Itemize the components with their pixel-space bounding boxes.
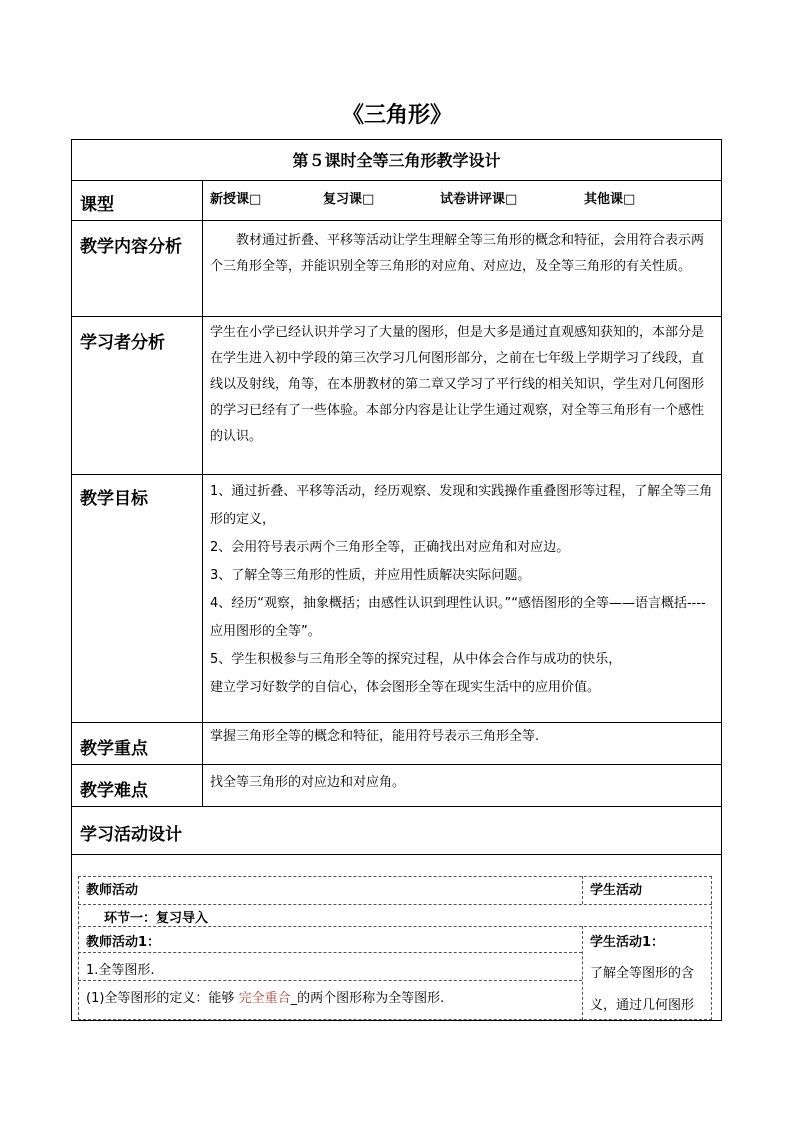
activity-row-divider bbox=[78, 952, 582, 953]
teacher-activity-header: 教师活动 bbox=[86, 883, 139, 898]
student-activity-1-heading: 学生活动1： bbox=[590, 935, 665, 950]
objectives-label: 教学目标 bbox=[80, 489, 148, 509]
row-divider bbox=[71, 764, 722, 765]
column-divider bbox=[202, 180, 203, 806]
activity-row-divider bbox=[78, 926, 712, 927]
objective-item: 3、了解全等三角形的性质，并应用性质解决实际问题。 bbox=[210, 568, 531, 583]
document-title: 《三角形》 bbox=[341, 102, 452, 128]
row-divider bbox=[71, 854, 722, 855]
activity-row-divider bbox=[78, 904, 712, 905]
activity-column-divider bbox=[582, 876, 583, 904]
activity-item-2-suffix: _的两个图形称为全等图形. bbox=[290, 991, 445, 1006]
course-type-label: 课型 bbox=[80, 195, 114, 215]
row-divider bbox=[71, 806, 722, 807]
activity-item-2-prefix: (1)全等图形的定义：能够 bbox=[86, 991, 235, 1006]
content-analysis-text: 教材通过折叠、平移等活动让学生理解全等三角形的概念和特征，会用符合表示两个三角形全等，并能识别全等三角形的对应角、对应边，及全等三角形的有关性质。 bbox=[210, 233, 705, 274]
option-review-lesson: 复习课□ bbox=[323, 192, 375, 207]
objective-item: 4、经历“观察，抽象概括；由感性认识到理性认识。”“感悟图形的全等——语言概括----应用图形的全等”。 bbox=[210, 596, 706, 639]
activity-design-label: 学习活动设计 bbox=[80, 825, 182, 845]
row-divider bbox=[71, 474, 722, 475]
activity-item-2-answer: 完全重合 bbox=[238, 991, 291, 1006]
row-divider bbox=[71, 316, 722, 317]
difficulties-text: 找全等三角形的对应边和对应角。 bbox=[210, 775, 406, 790]
lesson-subtitle: 第５课时全等三角形教学设计 bbox=[292, 151, 501, 170]
difficulties-label: 教学难点 bbox=[80, 781, 148, 801]
teacher-activity-1-heading: 教师活动1： bbox=[86, 935, 161, 950]
activity-item-2 bbox=[86, 987, 444, 1006]
learner-analysis-text: 学生在小学已经认识并学习了大量的图形，但是大多是通过直观感知获知的，本部分是在学生进入初中学段的第三次学习几何图形部分，之前在七年级上学期学习了线段，直线以及射线，角等，在本册教材的第二章又学习了平行线的相关知识，学生对几何图形的学习已经有了一些体验。本部分内容是让让学生通过观察，对全等三角形有一个感性的认识。 bbox=[210, 325, 705, 444]
content-analysis-label: 教学内容分析 bbox=[80, 237, 182, 257]
section-1-heading: 环节一：复习导入 bbox=[104, 911, 209, 926]
objectives-list bbox=[210, 478, 715, 702]
row-divider bbox=[71, 220, 722, 221]
option-other-lesson: 其他课□ bbox=[584, 192, 636, 207]
learner-analysis-label: 学习者分析 bbox=[80, 333, 165, 353]
objective-item: 建立学习好数学的自信心，体会图形全等在现实生活中的应用价值。 bbox=[210, 680, 601, 695]
student-activity-header: 学生活动 bbox=[590, 883, 643, 898]
activity-row-divider bbox=[78, 980, 582, 981]
row-divider bbox=[71, 722, 722, 723]
activity-item-1: 1.全等图形. bbox=[86, 963, 155, 978]
student-activity-1-line1: 了解全等图形的含 bbox=[590, 966, 695, 981]
objective-item: 1、通过折叠、平移等活动，经历观察、发现和实践操作重叠图形等过程，了解全等三角形的定义， bbox=[210, 484, 713, 527]
key-points-text: 掌握三角形全等的概念和特征，能用符号表示三角形全等. bbox=[210, 729, 540, 744]
row-divider bbox=[71, 180, 722, 181]
option-new-lesson: 新授课□ bbox=[210, 192, 262, 207]
student-activity-1-line2: 义，通过几何图形 bbox=[590, 998, 695, 1013]
objective-item: 5、学生积极参与三角形全等的探究过程，从中体会合作与成功的快乐， bbox=[210, 652, 622, 667]
activity-column-divider bbox=[582, 926, 583, 1020]
objective-item: 2、会用符号表示两个三角形全等，正确找出对应角和对应边。 bbox=[210, 540, 570, 555]
option-exam-review-lesson: 试卷讲评课□ bbox=[440, 192, 518, 207]
key-points-label: 教学重点 bbox=[80, 739, 148, 759]
